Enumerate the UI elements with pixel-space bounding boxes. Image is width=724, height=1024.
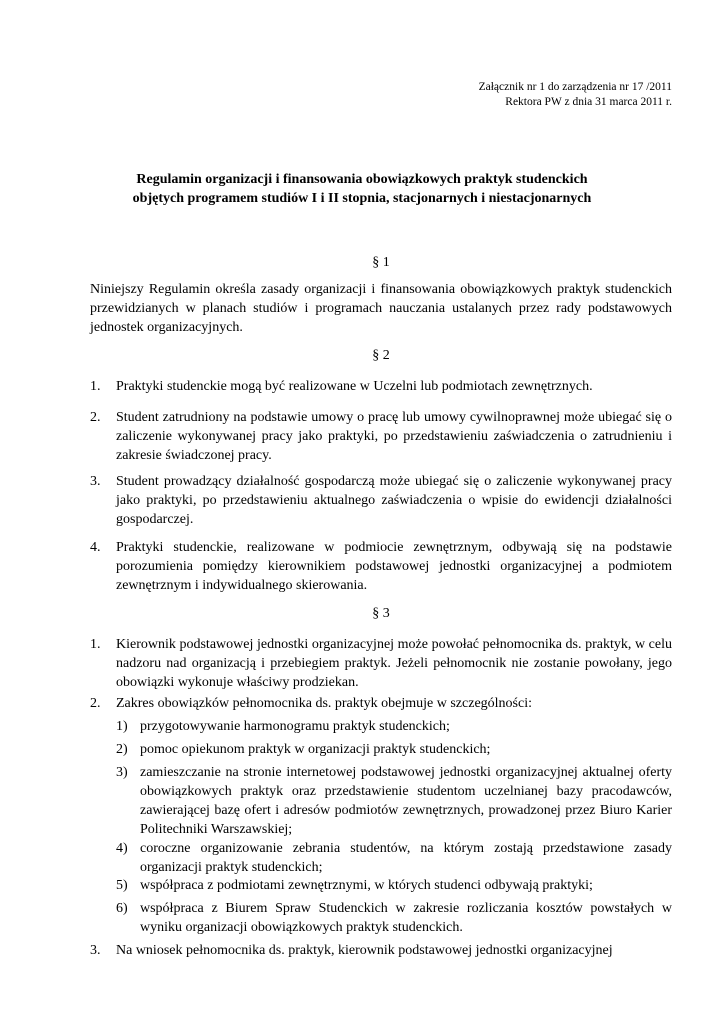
list-item bbox=[90, 941, 672, 960]
list-item bbox=[90, 472, 672, 529]
list-item-number: 4. bbox=[90, 540, 101, 555]
list-item-number: 3. bbox=[90, 943, 101, 958]
list-item-number: 1. bbox=[90, 637, 101, 652]
attachment-header bbox=[479, 80, 672, 110]
sub-list-item-text: przygotowywanie harmonogramu praktyk studenckich; bbox=[140, 719, 450, 734]
sub-list-item-text: pomoc opiekunom praktyk w organizacji praktyk studenckich; bbox=[140, 742, 491, 757]
list-item-number: 1. bbox=[90, 379, 101, 394]
sub-list-item-text: współpraca z Biurem Spraw Studenckich w zakresie rozliczania kosztów powstałych w wyniku organizacji obowiązkowych praktyk studenckich. bbox=[140, 901, 672, 935]
sub-list-item-number: 4) bbox=[116, 841, 128, 856]
attachment-line-1: Załącznik nr 1 do zarządzenia nr 17 /2011 bbox=[478, 81, 672, 93]
sub-list-item bbox=[116, 740, 672, 759]
list-item bbox=[90, 635, 672, 692]
title-line-2: objętych programem studiów I i II stopnia, stacjonarnych i niestacjonarnych bbox=[132, 191, 592, 206]
list-item-text: Na wniosek pełnomocnika ds. praktyk, kierownik podstawowej jednostki organizacyjnej bbox=[116, 943, 613, 958]
sub-list-item-number: 1) bbox=[116, 719, 128, 734]
sub-list-item-number: 5) bbox=[116, 878, 128, 893]
attachment-line-2: Rektora PW z dnia 31 marca 2011 r. bbox=[505, 96, 672, 108]
list-item-text: Kierownik podstawowej jednostki organizacyjnej może powołać pełnomocnika ds. praktyk, w celu nadzoru nad organizacją i przebiegiem praktyk. Jeżeli pełnomocnik nie zostanie powołany, jego obowiązki wykonuje właściwy prodziekan. bbox=[116, 637, 672, 690]
section-3-heading: § 3 bbox=[372, 606, 390, 621]
list-item-number: 3. bbox=[90, 474, 101, 489]
list-item bbox=[90, 408, 672, 465]
list-item-text: Student zatrudniony na podstawie umowy o pracę lub umowy cywilnoprawnej może ubiegać się o zaliczenie wykonywanej pracy jako praktyki, po przedstawieniu zaświadczenia o zatrudnieniu i zakresie świadczonej pracy. bbox=[116, 410, 672, 463]
sub-list-item bbox=[116, 839, 672, 877]
sub-list-item-number: 3) bbox=[116, 765, 128, 780]
section-1-heading: § 1 bbox=[372, 255, 390, 270]
list-item-number: 2. bbox=[90, 696, 101, 711]
list-item bbox=[90, 377, 672, 396]
sub-list-item-number: 2) bbox=[116, 742, 128, 757]
sub-list-item bbox=[116, 763, 672, 839]
list-item bbox=[90, 538, 672, 595]
list-item-number: 2. bbox=[90, 410, 101, 425]
sub-list-item-text: współpraca z podmiotami zewnętrznymi, w których studenci odbywają praktyki; bbox=[140, 878, 593, 893]
section-1-text: Niniejszy Regulamin określa zasady organizacji i finansowania obowiązkowych praktyk studenckich przewidzianych w planach studiów i programach nauczania ustalanych przez rady podstawowych jednostek organizacyjnych. bbox=[90, 282, 672, 335]
sub-list-item-text: zamieszczanie na stronie internetowej podstawowej jednostki organizacyjnej aktualnej oferty obowiązkowych praktyk oraz przedstawienie studentom uczelnianej bazy pracodawców, zawierającej bazę ofert i adresów podmiotów zewnętrznych, prowadzonej przez Biuro Karier Politechniki Warszawskiej; bbox=[140, 765, 672, 837]
sub-list-item bbox=[116, 899, 672, 937]
document-title bbox=[90, 170, 634, 208]
list-item bbox=[90, 694, 672, 713]
sub-list-item bbox=[116, 717, 672, 736]
list-item-text: Praktyki studenckie, realizowane w podmiocie zewnętrznym, odbywają się na podstawie porozumienia pomiędzy kierownikiem podstawowej jednostki organizacyjnej a podmiotem zewnętrznym i indywidualnego skierowania. bbox=[116, 540, 672, 593]
sub-list-item-number: 6) bbox=[116, 901, 128, 916]
title-line-1: Regulamin organizacji i finansowania obowiązkowych praktyk studenckich bbox=[136, 172, 588, 187]
list-item-text: Student prowadzący działalność gospodarczą może ubiegać się o zaliczenie wykonywanej pracy jako praktyki, po przedstawieniu aktualnego zaświadczenia o wpisie do ewidencji działalności gospodarczej. bbox=[116, 474, 672, 527]
list-item-text: Praktyki studenckie mogą być realizowane w Uczelni lub podmiotach zewnętrznych. bbox=[116, 379, 593, 394]
sub-list-item bbox=[116, 876, 672, 895]
sub-list-item-text: coroczne organizowanie zebrania studentów, na którym zostają przedstawione zasady organizacji praktyk studenckich; bbox=[140, 841, 672, 875]
list-item-text: Zakres obowiązków pełnomocnika ds. praktyk obejmuje w szczególności: bbox=[116, 696, 532, 711]
section-2-heading: § 2 bbox=[372, 348, 390, 363]
